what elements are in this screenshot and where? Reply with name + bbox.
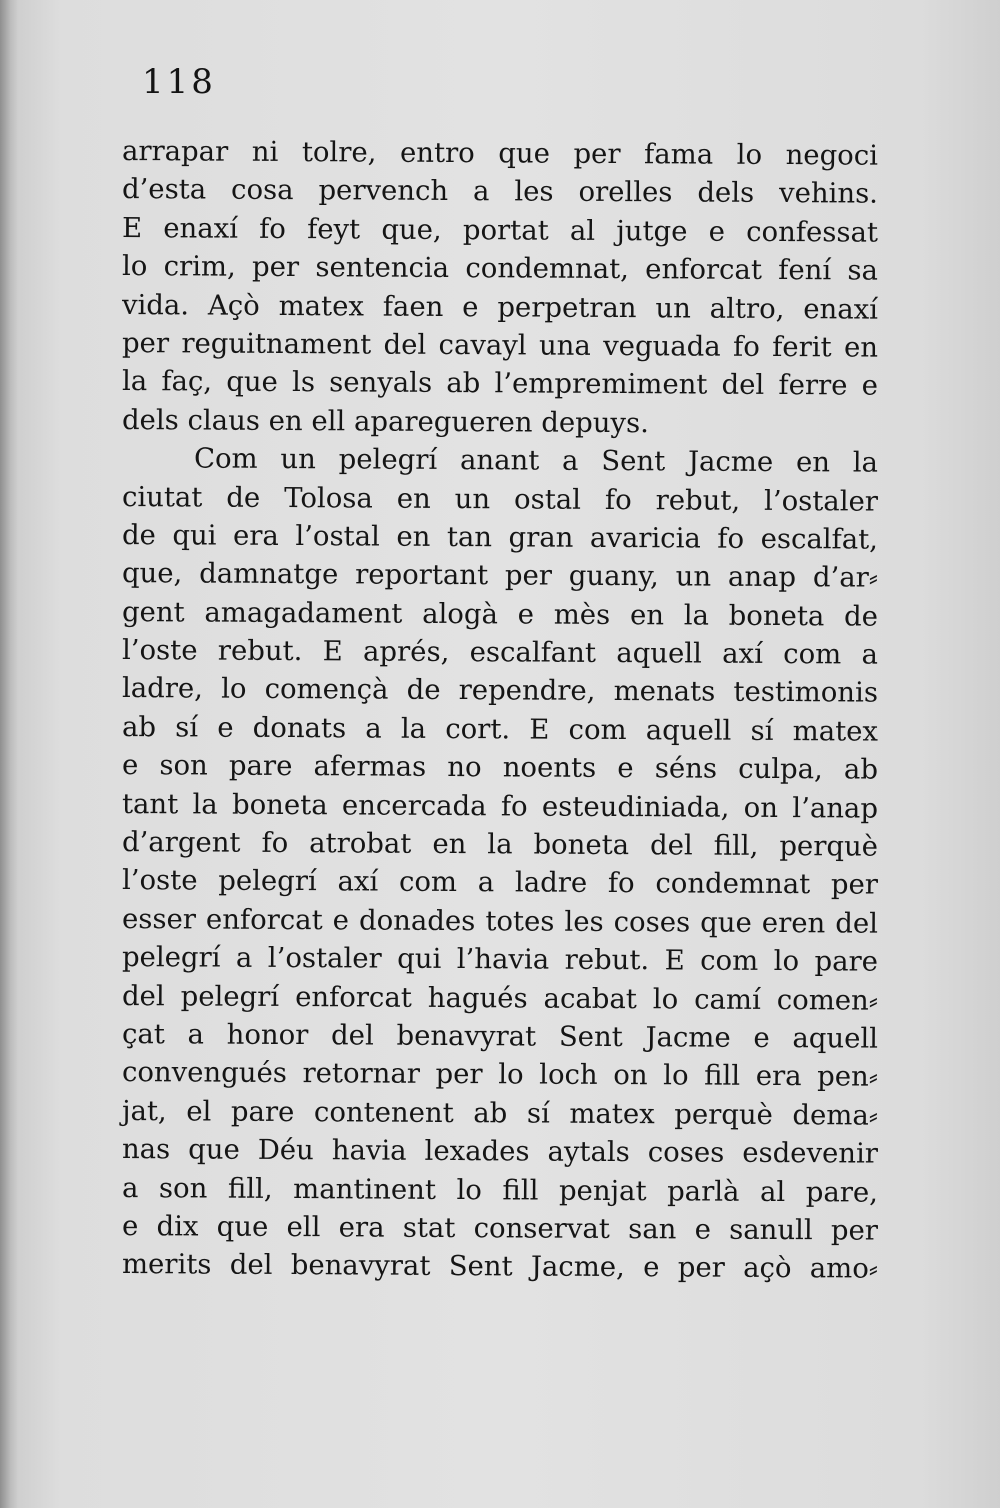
page-gutter-shadow: [0, 0, 18, 1508]
text-line: arrapar ni tolre, entro que per fama lo negoci: [121, 135, 879, 172]
text-line: e son pare afermas no noents e séns culpa, ab: [121, 749, 879, 786]
text-line: nas que Déu havia lexades aytals coses esdevenir: [121, 1133, 879, 1170]
text-line: l’oste rebut. E aprés, escalfant aquell axí com a: [121, 634, 879, 671]
text-line: lo crim, per sentencia condemnat, enforcat fení sa: [121, 250, 879, 287]
text-line: tant la boneta encercada fo esteudiniada, on l’anap: [121, 787, 879, 825]
text-line: pelegrí a l’ostaler qui l’havia rebut. E com lo pare: [121, 941, 879, 978]
text-line: esser enforcat e donades totes les coses que eren del: [121, 902, 879, 940]
text-line: gent amagadament alogà e mès en la boneta de: [121, 595, 879, 633]
page-number: 118: [142, 62, 216, 102]
text-line: a son fill, mantinent lo fill penjat parlà al pare,: [121, 1171, 879, 1209]
text-line: vida. Açò matex faen e perpetran un altro, enaxí: [121, 288, 879, 326]
text-line: dels claus en ell aparegueren depuys.: [121, 403, 649, 439]
text-line: l’oste pelegrí axí com a ladre fo condemnat per: [121, 864, 879, 902]
text-line: que, damnatge reportant per guany, un anap d’ar⸗: [121, 557, 879, 594]
text-line: per reguitnament del cavayl una veguada fo ferit en: [121, 326, 879, 364]
paragraph-start-line: Com un pelegrí anant a Sent Jacme en la: [193, 442, 879, 479]
text-line: del pelegrí enforcat hagués acabat lo camí comen⸗: [121, 979, 879, 1017]
text-line: e dix que ell era stat conservat san e sanull per: [121, 1209, 879, 1247]
text-line: d’esta cosa pervench a les orelles dels vehins.: [121, 173, 879, 211]
text-line: convengués retornar per lo loch on lo fill era pen⸗: [121, 1056, 879, 1093]
text-line: çat a honor del benavyrat Sent Jacme e aquell: [121, 1017, 879, 1055]
text-line: d’argent fo atrobat en la boneta del fill, perquè: [121, 826, 879, 863]
text-line: ab sí e donats a la cort. E com aquell sí matex: [121, 710, 879, 748]
text-line: jat, el pare contenent ab sí matex perquè dema⸗: [121, 1094, 879, 1132]
text-line: de qui era l’ostal en tan gran avaricia fo escalfat,: [121, 518, 879, 556]
body-text: [122, 132, 878, 1284]
text-line: ciutat de Tolosa en un ostal fo rebut, l’ostaler: [121, 480, 879, 518]
text-line: ladre, lo començà de rependre, menats testimonis: [121, 672, 879, 710]
text-line: E enaxí fo feyt que, portat al jutge e confessat: [121, 211, 879, 249]
text-line: merits del benavyrat Sent Jacme, e per açò amo⸗: [121, 1248, 879, 1285]
text-line: la faç, que ls senyals ab l’empremiment del ferre e: [121, 365, 879, 402]
